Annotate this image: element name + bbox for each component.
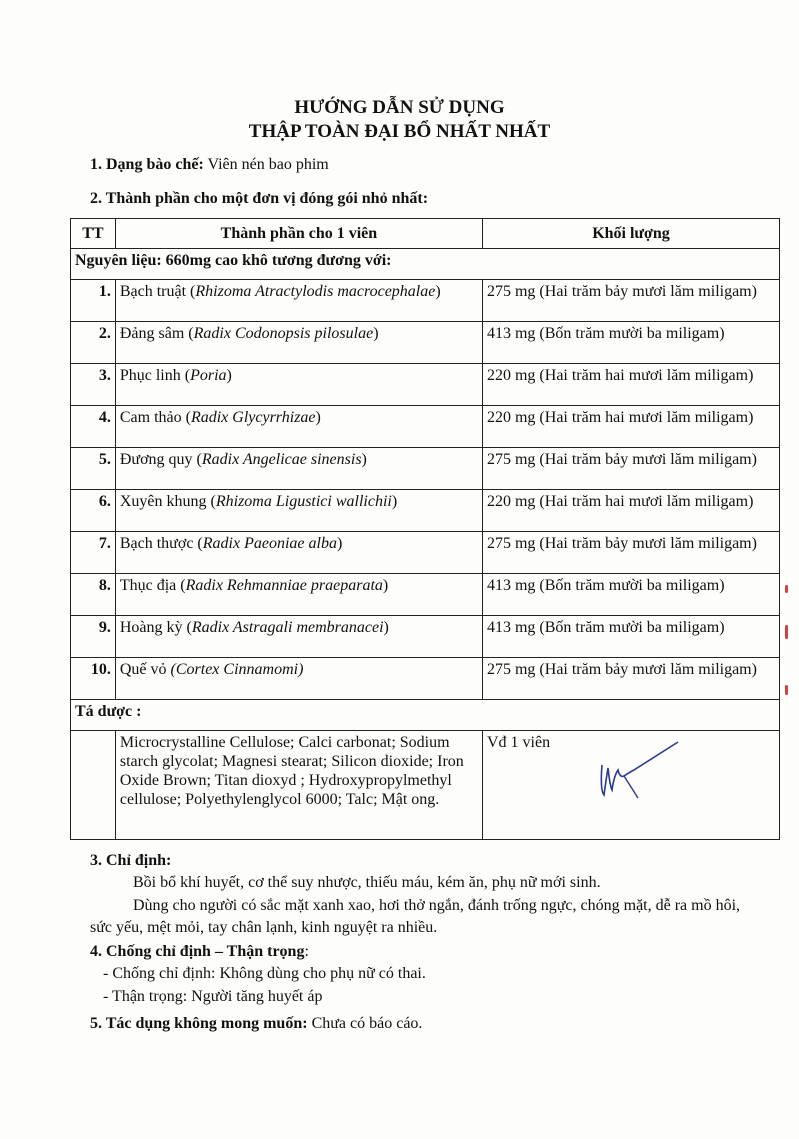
scan-mark [785,685,788,695]
ingredient-close-paren: ) [361,451,367,468]
ingredient-close-paren: ) [383,619,389,636]
ingredient-common-name: Đương quy ( [119,451,202,468]
ingredient-close-paren: ) [315,409,321,426]
ingredient-close-paren: ) [336,535,343,552]
indication-paragraph-1: Bồi bổ khí huyết, cơ thể suy nhược, thiếu máu, kém ăn, phụ nữ mới sinh. [133,874,601,891]
ingredient-row [71,280,780,322]
ingredient-latin-name: Radix Glycyrrhizae [190,409,316,426]
ingredient-latin-name: Radix Codonopsis pilosulae [193,325,374,342]
raw-material-row: Nguyên liệu: 660mg cao khô tương đương với: [71,249,780,280]
ingredient-mass: 220 mg (Hai trăm hai mươi lăm miligam) [482,490,779,532]
ingredient-common-name: Đảng sâm ( [119,325,194,342]
ingredient-number: 6. [71,490,116,532]
ingredient-mass: 220 mg (Hai trăm hai mươi lăm miligam) [482,364,779,406]
ingredient-row [71,490,780,532]
ingredient-name [115,574,482,616]
section-colon: : [304,943,309,960]
excipient-label-row: Tá dược : [71,700,780,731]
ingredient-common-name: Xuyên khung ( [119,493,216,510]
section-composition [90,189,428,209]
section-contraindications [90,942,309,962]
ingredient-close-paren: ) [226,367,232,384]
ingredient-common-name: Cam thảo ( [119,409,191,426]
scan-mark [785,585,788,593]
ingredient-common-name: Bạch truật ( [119,283,196,300]
precaution-line: - Thận trọng: Người tăng huyết áp [103,988,323,1005]
signature [590,740,690,810]
ingredient-common-name: Quế vỏ [119,661,171,678]
section-side-effects [90,1014,422,1034]
ingredient-name [115,532,482,574]
ingredient-row [71,532,780,574]
ingredient-name [115,658,482,700]
ingredient-name [115,364,482,406]
ingredient-row [71,574,780,616]
ingredient-mass: 413 mg (Bốn trăm mười ba miligam) [482,574,779,616]
scan-mark [785,625,788,639]
ingredient-latin-name: (Cortex Cinnamomi) [170,661,304,678]
ingredient-rows [71,280,780,700]
ingredient-close-paren: ) [391,493,398,510]
ingredient-close-paren: ) [435,283,441,300]
ingredient-latin-name: Poria [190,367,227,384]
section-label: 5. Tác dụng không mong muốn: [90,1015,308,1032]
ingredient-mass: 413 mg (Bốn trăm mười ba miligam) [482,616,779,658]
ingredient-number: 1. [71,280,116,322]
ingredient-mass: 275 mg (Hai trăm bảy mươi lăm miligam) [482,280,779,322]
excipient-list: Microcrystalline Cellulose; Calci carbonat; Sodium starch glycolat; Magnesi stearat; Silicon dioxide; Iron Oxide Brown; Titan dioxyd ; Hydroxypropylmethyl cellulose; Polyethylenglycol 6000; Talc; Mật ong. [115,731,482,840]
header-component: Thành phần cho 1 viên [115,219,482,249]
ingredient-number: 10. [71,658,116,700]
ingredient-name [115,616,482,658]
ingredient-common-name: Thục địa ( [119,577,186,594]
ingredient-row [71,322,780,364]
document-title: HƯỚNG DẪN SỬ DỤNG [294,97,505,118]
ingredient-name [115,490,482,532]
excipient-mass: Vđ 1 viên [482,731,779,840]
ingredient-common-name: Phục linh ( [119,367,191,384]
ingredient-row [71,364,780,406]
ingredient-common-name: Hoàng kỳ ( [119,619,192,636]
section-label: 3. Chỉ định: [90,852,172,869]
ingredient-mass: 413 mg (Bốn trăm mười ba miligam) [482,322,779,364]
ingredient-row [71,616,780,658]
section-value: Viên nén bao phim [203,156,329,173]
ingredient-common-name: Bạch thược ( [119,535,203,552]
ingredient-mass: 275 mg (Hai trăm bảy mươi lăm miligam) [482,532,779,574]
ingredient-number: 4. [71,406,116,448]
ingredient-mass: 275 mg (Hai trăm bảy mươi lăm miligam) [482,448,779,490]
excipient-num-cell [71,731,116,840]
header-tt: TT [71,219,116,249]
ingredient-number: 2. [71,322,116,364]
ingredient-latin-name: Radix Astragali membranacei [191,619,384,636]
ingredient-number: 5. [71,448,116,490]
ingredient-mass: 275 mg (Hai trăm bảy mươi lăm miligam) [482,658,779,700]
ingredient-row [71,448,780,490]
section-value: Chưa có báo cáo. [307,1015,423,1032]
ingredient-close-paren: ) [373,325,379,342]
ingredient-number: 7. [71,532,116,574]
section-indications [90,851,171,871]
ingredient-row [71,406,780,448]
header-mass: Khối lượng [482,219,779,249]
ingredient-name [115,406,482,448]
section-label: 1. Dạng bào chế: [90,156,204,173]
indication-paragraph-2: Dùng cho người có sắc mặt xanh xao, hơi thở ngắn, đánh trống ngực, chóng mặt, dễ ra mồ hôi, sức yếu, mệt mỏi, tay chân lạnh, kinh nguyệt ra nhiều. [90,897,741,936]
ingredient-close-paren: ) [382,577,389,594]
ingredient-number: 8. [71,574,116,616]
ingredient-row [71,658,780,700]
ingredient-latin-name: Rhizoma Atractylodis macrocephalae [195,283,436,300]
ingredient-latin-name: Rhizoma Ligustici wallichii [215,493,392,510]
ingredient-name [115,280,482,322]
section-label: 4. Chống chỉ định – Thận trọng [90,943,305,960]
ingredient-latin-name: Radix Angelicae sinensis [201,451,362,468]
ingredient-name [115,322,482,364]
section-label: 2. Thành phần cho một đơn vị đóng gói nhỏ nhất: [90,190,429,207]
contraindication-line: - Chống chỉ định: Không dùng cho phụ nữ có thai. [103,965,426,982]
ingredient-latin-name: Radix Rehmanniae praeparata [185,577,383,594]
ingredient-latin-name: Radix Paeoniae alba [202,535,337,552]
ingredient-number: 3. [71,364,116,406]
ingredient-mass: 220 mg (Hai trăm hai mươi lăm miligam) [482,406,779,448]
product-title: THẬP TOÀN ĐẠI BỔ NHẤT NHẤT [248,121,551,142]
section-dosage-form [90,155,329,175]
ingredient-number: 9. [71,616,116,658]
ingredient-name [115,448,482,490]
